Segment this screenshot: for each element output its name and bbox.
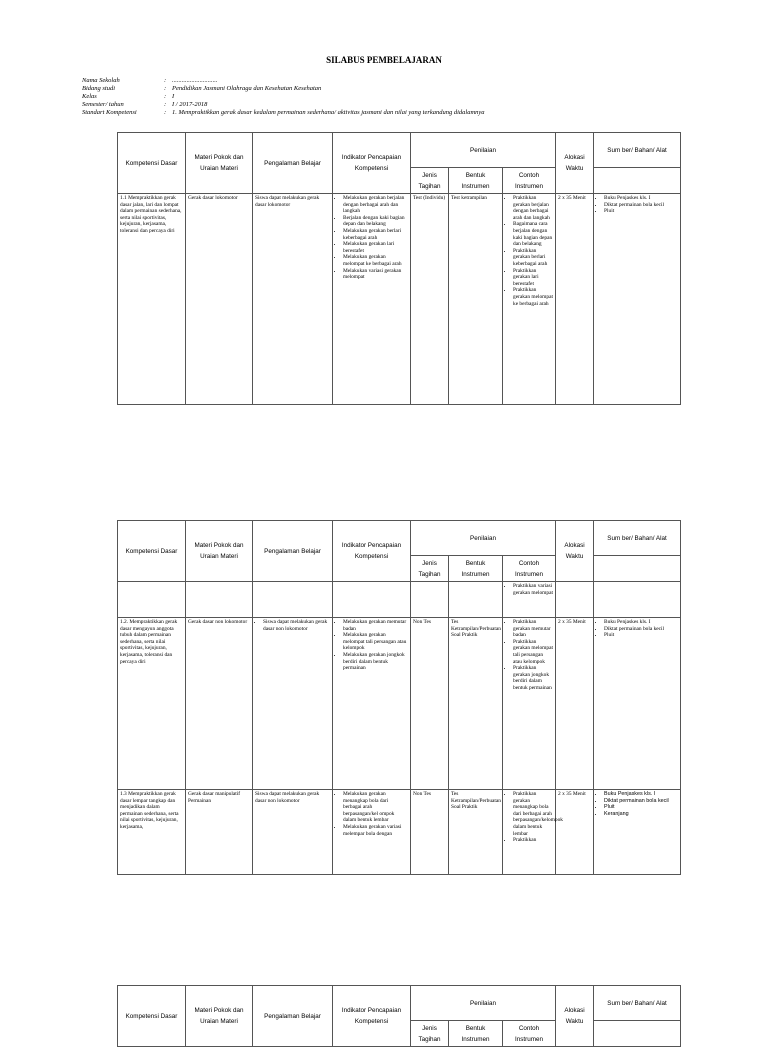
header-penilaian: Penilaian (411, 986, 556, 1021)
info-row-school: Nama Sekolah : ............................ (82, 77, 218, 84)
header-pengalaman: Pengalaman Belajar (253, 521, 333, 582)
syllabus-table-3 (117, 985, 681, 1047)
syllabus-table-2 (117, 520, 681, 875)
cell-materi: Gerak dasar non lokomotor (186, 618, 253, 790)
header-alokasi: Alokasi Waktu (556, 133, 594, 194)
info-row-class: Kelas : I (82, 93, 175, 100)
header-kd: Kompetensi Dasar (118, 133, 186, 194)
header-alokasi: Alokasi Waktu (556, 521, 594, 582)
info-row-standard: Standart Kompetensi : 1. Mempraktikkan gerak dasar kedalam permainan sederhana/ aktivitas jasmani dan nilai yang terkandung didalamnya (82, 109, 485, 116)
cell-alokasi: 2 x 35 Menit (556, 790, 594, 875)
cell-bentuk: Tes Ketrampilan/Perbuatan Soal Praktik (449, 790, 503, 875)
header-pengalaman: Pengalaman Belajar (253, 133, 333, 194)
header-bentuk: Bentuk Instrumen (449, 1021, 503, 1047)
header-bentuk: Bentuk Instrumen (449, 168, 503, 194)
header-materi: Materi Pokok dan Uraian Materi (186, 133, 253, 194)
cell-jenis: Test (Individu) (411, 194, 449, 405)
page-title: SILABUS PEMBELAJARAN (326, 55, 442, 65)
identity-block (82, 77, 485, 117)
cell-indikator: • Melakukan gerakan menangkap bola dari berbagai arah berpasangan/kel ompok dalam bentuk lembar • Melakukan gerakan variasi melempar bola dengan (333, 790, 411, 875)
header-sumber: Sum ber/ Bahan/ Alat (594, 133, 681, 168)
header-materi: Materi Pokok dan Uraian Materi (186, 986, 253, 1047)
info-row-semester: Semester/ tahun : I / 2017-2018 (82, 101, 208, 108)
header-kd: Kompetensi Dasar (118, 986, 186, 1047)
cell-kd: 1.3 Mempraktikkan gerak dasar lempar tangkap dan menjadikan dalam permainan sederhana, serta nilai sportivitas, kejujuran, kerjasama, (118, 790, 186, 875)
cell-sumber: • Buku Penjaskes kls. I • Diktat permainan bola kecil • Pluit (594, 618, 681, 790)
cell-alokasi: 2 x 35 Menit (556, 194, 594, 405)
cell-contoh-continued: • Praktikkan variasi gerakan melompat (503, 582, 556, 618)
header-kd: Kompetensi Dasar (118, 521, 186, 582)
syllabus-table-1 (117, 132, 681, 405)
cell-bentuk: Test ketrampilan (449, 194, 503, 405)
cell-bentuk: Tes Ketrampilan/Perbuatan Soal Praktik (449, 618, 503, 790)
header-sumber-blank (594, 1021, 681, 1047)
header-bentuk: Bentuk Instrumen (449, 556, 503, 582)
header-sumber-blank (594, 556, 681, 582)
cell-jenis: Non Tes (411, 618, 449, 790)
header-penilaian: Penilaian (411, 521, 556, 556)
cell-materi: Gerak dasar lokomotor (186, 194, 253, 405)
header-contoh: Contoh Instrumen (503, 168, 556, 194)
header-sumber-blank (594, 168, 681, 194)
header-jenis: Jenis Tagihan (411, 168, 449, 194)
cell-sumber: • Buku Penjaskes kls. I • Diktat permainan bola kecil • Pluit (594, 194, 681, 405)
header-sumber: Sum ber/ Bahan/ Alat (594, 986, 681, 1021)
info-row-subject: Bidang studi : Pendidikan Jasmani Olahraga dan Kesehatan Kesehatan (82, 85, 322, 92)
header-jenis: Jenis Tagihan (411, 1021, 449, 1047)
cell-pengalaman: • Siswa dapat melakukan gerak dasar non lokomotor (253, 618, 333, 790)
cell-contoh: • Praktikkan gerakan berjalan dengan berbagai arah dan langkah • Bagaimana cara berjalan dengan kaki bagian depan dan belakang • Praktikkan gerakan berlari keberbagai arah • Praktikkan gerakan lari berestafet • Praktikkan gerakan melompat ke berbagai arah (503, 194, 556, 405)
header-indikator: Indikator Pencapaian Kompetensi (333, 521, 411, 582)
cell-alokasi: 2 x 35 Menit (556, 618, 594, 790)
cell-jenis: Non Tes (411, 790, 449, 875)
cell-materi: Gerak dasar manipulatif Permainan (186, 790, 253, 875)
header-jenis: Jenis Tagihan (411, 556, 449, 582)
header-materi: Materi Pokok dan Uraian Materi (186, 521, 253, 582)
header-pengalaman: Pengalaman Belajar (253, 986, 333, 1047)
cell-sumber: • Buku Penjaskes kls. I • Diktat permainan bola kecil • Pluit • Keranjang (594, 790, 681, 875)
header-contoh: Contoh Instrumen (503, 556, 556, 582)
cell-pengalaman: Siswa dapat melakukan gerak dasar lokomotor (253, 194, 333, 405)
cell-pengalaman: Siswa dapat melakukan gerak dasar non lokomotor (253, 790, 333, 875)
cell-contoh: • Praktikkan gerakan menangkap bola dari berbagai arah berpasangan/kelompok dalam bentuk lembar • Praktikkan (503, 790, 556, 875)
cell-indikator: • Melakukan gerakan memutar badan • Melakukan gerakan melompat tali persangan atau kelompok • Melakukan gerakan jongkok berdiri dalam bentuk permainan (333, 618, 411, 790)
header-contoh: Contoh Instrumen (503, 1021, 556, 1047)
header-penilaian: Penilaian (411, 133, 556, 168)
cell-kd: 1.1 Mempraktikkan gerak dasar jalan, lari dan lompat dalam permainan sederhana, serta nilai sportivitas, kejujuran, kerjasama, toleransi dan percaya diri (118, 194, 186, 405)
header-alokasi: Alokasi Waktu (556, 986, 594, 1047)
header-indikator: Indikator Pencapaian Kompetensi (333, 986, 411, 1047)
cell-kd: 1.2. Mempraktikkan gerak dasar mengayun anggota tubuh dalam permainan sederhana, serta nilai sportivitas, kejujuran, kerjasama, toleransi dan percaya diri (118, 618, 186, 790)
header-indikator: Indikator Pencapaian Kompetensi (333, 133, 411, 194)
header-sumber: Sum ber/ Bahan/ Alat (594, 521, 681, 556)
cell-indikator: • Melakukan gerakan berjalan dengan berbagai arah dan langkah • Berjalan dengan kaki bagian depan dan belakang • Melakukan gerakan berlari keberbagai arah • Melakukan gerakan lari berestafet • Melakukan gerakan melompat ke berbagai arah • Melakukan variasi gerakan melompat (333, 194, 411, 405)
cell-contoh: • Praktikkan gerakan memutar badan • Praktikkan gerakan melompat tali persangan atau kelompok • Praktikkan gerakan jongkok berdiri dalam bentuk permainan (503, 618, 556, 790)
